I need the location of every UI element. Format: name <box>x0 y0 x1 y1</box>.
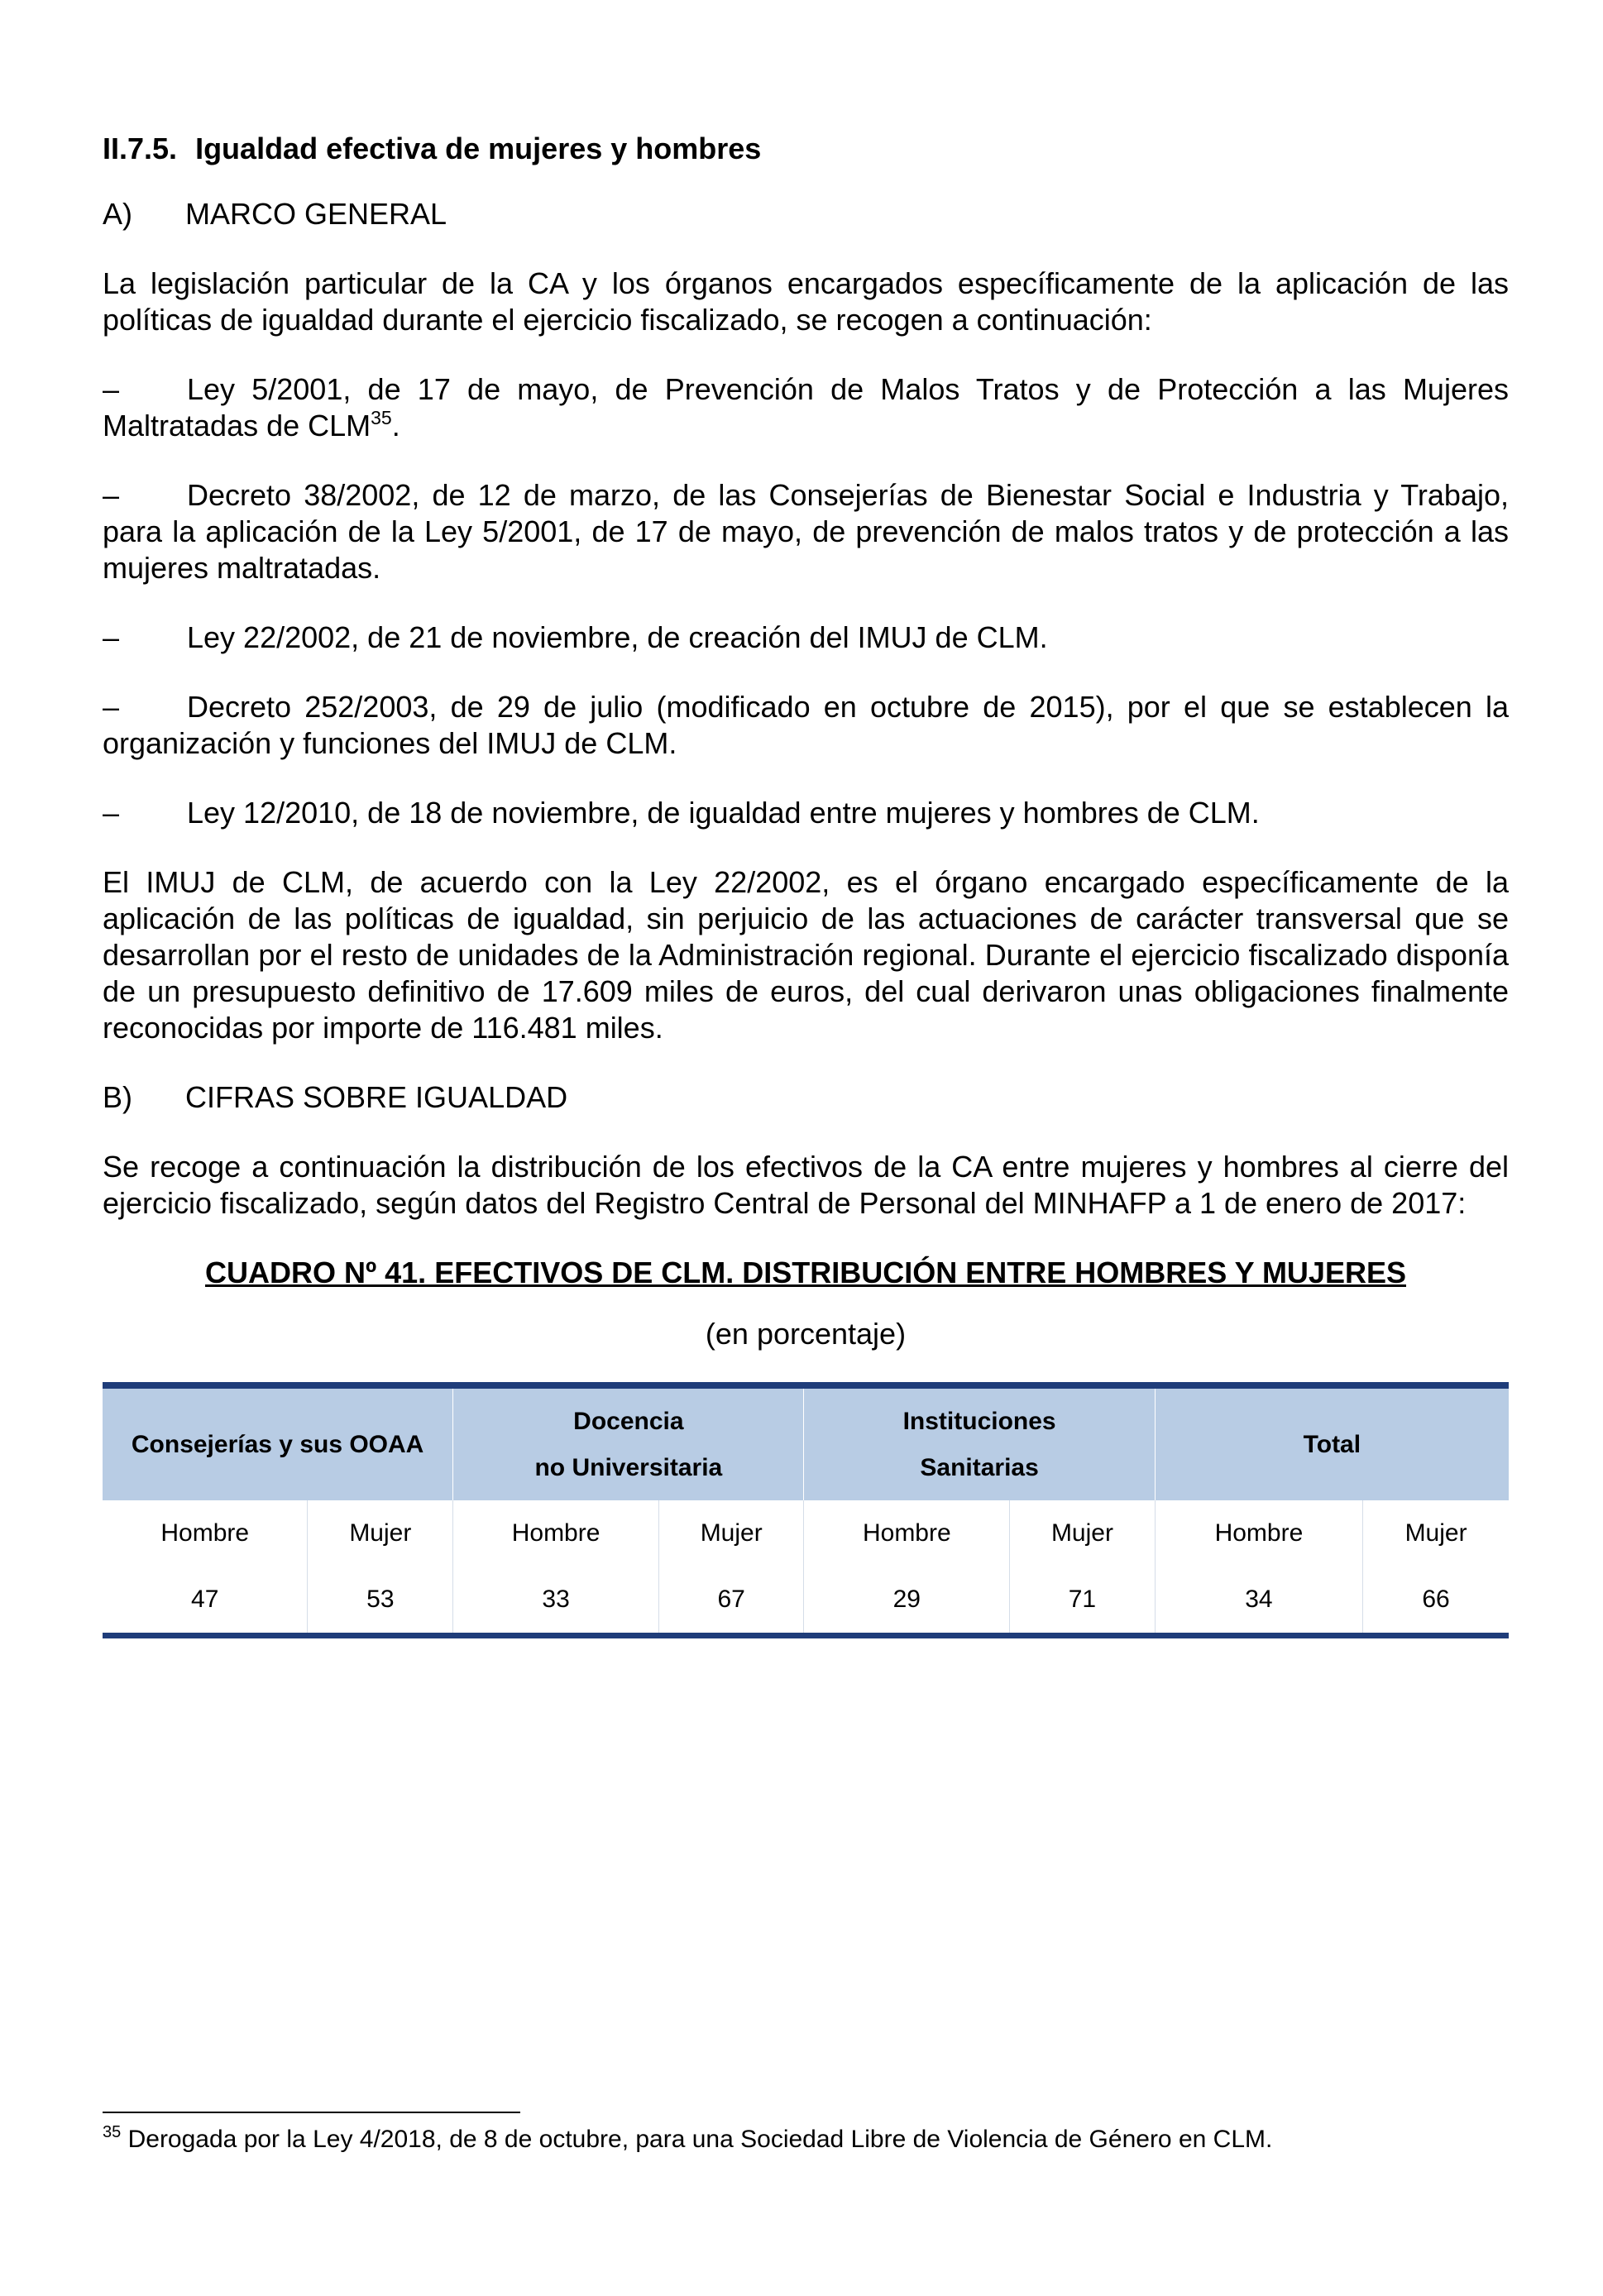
header-label: Consejerías y sus OOAA <box>131 1430 424 1458</box>
section-title: Igualdad efectiva de mujeres y hombres <box>195 132 762 165</box>
header-consejerias <box>103 1385 453 1500</box>
distribution-table <box>103 1382 1509 1638</box>
table-header-row <box>103 1385 1509 1500</box>
section-heading <box>103 131 1509 167</box>
page-content <box>103 131 1509 1638</box>
list-item-text: Decreto 38/2002, de 12 de marzo, de las Consejerías de Bienestar Social e Industria y Trabajo, para la aplicación de la Ley 5/2001, de 17 de mayo, de prevención de malos tratos y de protección a las mujeres maltratadas. <box>103 478 1509 585</box>
header-label: Total <box>1303 1430 1361 1458</box>
list-item-text: Decreto 252/2003, de 29 de julio (modificado en octubre de 2015), por el que se establecen la organización y funciones del IMUJ de CLM. <box>103 690 1509 760</box>
subsection-a-letter: A) <box>103 197 132 231</box>
header-label: Docencia <box>573 1407 684 1435</box>
table-cell: 66 <box>1363 1567 1509 1636</box>
list-item <box>103 371 1509 444</box>
footnote-number: 35 <box>103 2123 122 2141</box>
dash-bullet: – <box>103 690 120 724</box>
table-title: CUADRO Nº 41. EFECTIVOS DE CLM. DISTRIBUCIÓN ENTRE HOMBRES Y MUJERES <box>205 1256 1406 1289</box>
list-item <box>103 689 1509 762</box>
table-cell: 47 <box>103 1567 308 1636</box>
footnote-reference[interactable]: 35 <box>371 407 392 428</box>
table-subheader-row <box>103 1500 1509 1567</box>
dash-bullet: – <box>103 372 120 406</box>
header-label: no Universitaria <box>534 1453 723 1481</box>
header-instituciones <box>804 1385 1155 1500</box>
list-item <box>103 795 1509 831</box>
subsection-a-heading <box>103 196 1509 232</box>
subsection-b-letter: B) <box>103 1080 132 1114</box>
table-cell: Mujer <box>1404 1519 1467 1547</box>
table-cell: Mujer <box>308 1500 453 1567</box>
footnote <box>103 2123 1509 2156</box>
list-item-text: Ley 12/2010, de 18 de noviembre, de igualdad entre mujeres y hombres de CLM. <box>187 796 1260 830</box>
table-cell: 53 <box>308 1567 453 1636</box>
table-cell: Mujer <box>658 1500 804 1567</box>
header-docencia <box>453 1385 804 1500</box>
header-label: Instituciones <box>902 1407 1056 1435</box>
closing-paragraph: El IMUJ de CLM, de acuerdo con la Ley 22/2002, es el órgano encargado específicamente de la aplicación de las políticas de igualdad, sin perjuicio de las actuaciones de carácter transversal que se desarrollan por el resto de unidades de la Administración regional. Durante el ejercicio fiscalizado disponía de un presupuesto definitivo de 17.609 miles de euros, del cual derivaron unas obligaciones finalmente reconocidas por importe de 116.481 miles. <box>103 865 1509 1045</box>
subsection-a-title: MARCO GENERAL <box>185 197 447 231</box>
table-subtitle: (en porcentaje) <box>705 1317 907 1351</box>
subsection-b-title: CIFRAS SOBRE IGUALDAD <box>185 1080 568 1114</box>
intro-paragraph: La legislación particular de la CA y los órganos encargados específicamente de la aplicación de las políticas de igualdad durante el ejercicio fiscalizado, se recogen a continuación: <box>103 266 1509 337</box>
table-cell: 33 <box>453 1567 659 1636</box>
table-cell: Hombre <box>103 1500 308 1567</box>
table-intro-paragraph: Se recoge a continuación la distribución de los efectivos de la CA entre mujeres y hombres al cierre del ejercicio fiscalizado, según datos del Registro Central de Personal del MINHAFP a 1 de enero de 2017: <box>103 1150 1509 1220</box>
table-cell: 34 <box>1155 1567 1362 1636</box>
list-item-text: Ley 5/2001, de 17 de mayo, de Prevención de Malos Tratos y de Protección a las Mujeres Maltratadas de CLM <box>103 372 1509 442</box>
table-values-row <box>103 1567 1509 1636</box>
section-number: II.7.5. <box>103 132 178 165</box>
table-cell: Hombre <box>804 1500 1010 1567</box>
table-cell: 29 <box>804 1567 1010 1636</box>
table-cell: Hombre <box>453 1500 659 1567</box>
dash-bullet: – <box>103 796 120 830</box>
subsection-b-heading <box>103 1079 1509 1116</box>
dash-bullet: – <box>103 620 120 654</box>
footnote-text: Derogada por la Ley 4/2018, de 8 de octubre, para una Sociedad Libre de Violencia de Género en CLM. <box>127 2126 1273 2153</box>
footnote-separator <box>103 2112 520 2113</box>
table-cell: Hombre <box>1155 1500 1362 1567</box>
table-cell: 71 <box>1010 1567 1156 1636</box>
list-item-text: Ley 22/2002, de 21 de noviembre, de creación del IMUJ de CLM. <box>187 620 1048 654</box>
list-item <box>103 619 1509 656</box>
dash-bullet: – <box>103 478 120 512</box>
table-cell: Mujer <box>1010 1500 1156 1567</box>
table-cell: 67 <box>658 1567 804 1636</box>
header-label: Sanitarias <box>920 1453 1039 1481</box>
list-item-tail: . <box>391 409 400 442</box>
list-item <box>103 477 1509 586</box>
header-total <box>1155 1385 1509 1500</box>
